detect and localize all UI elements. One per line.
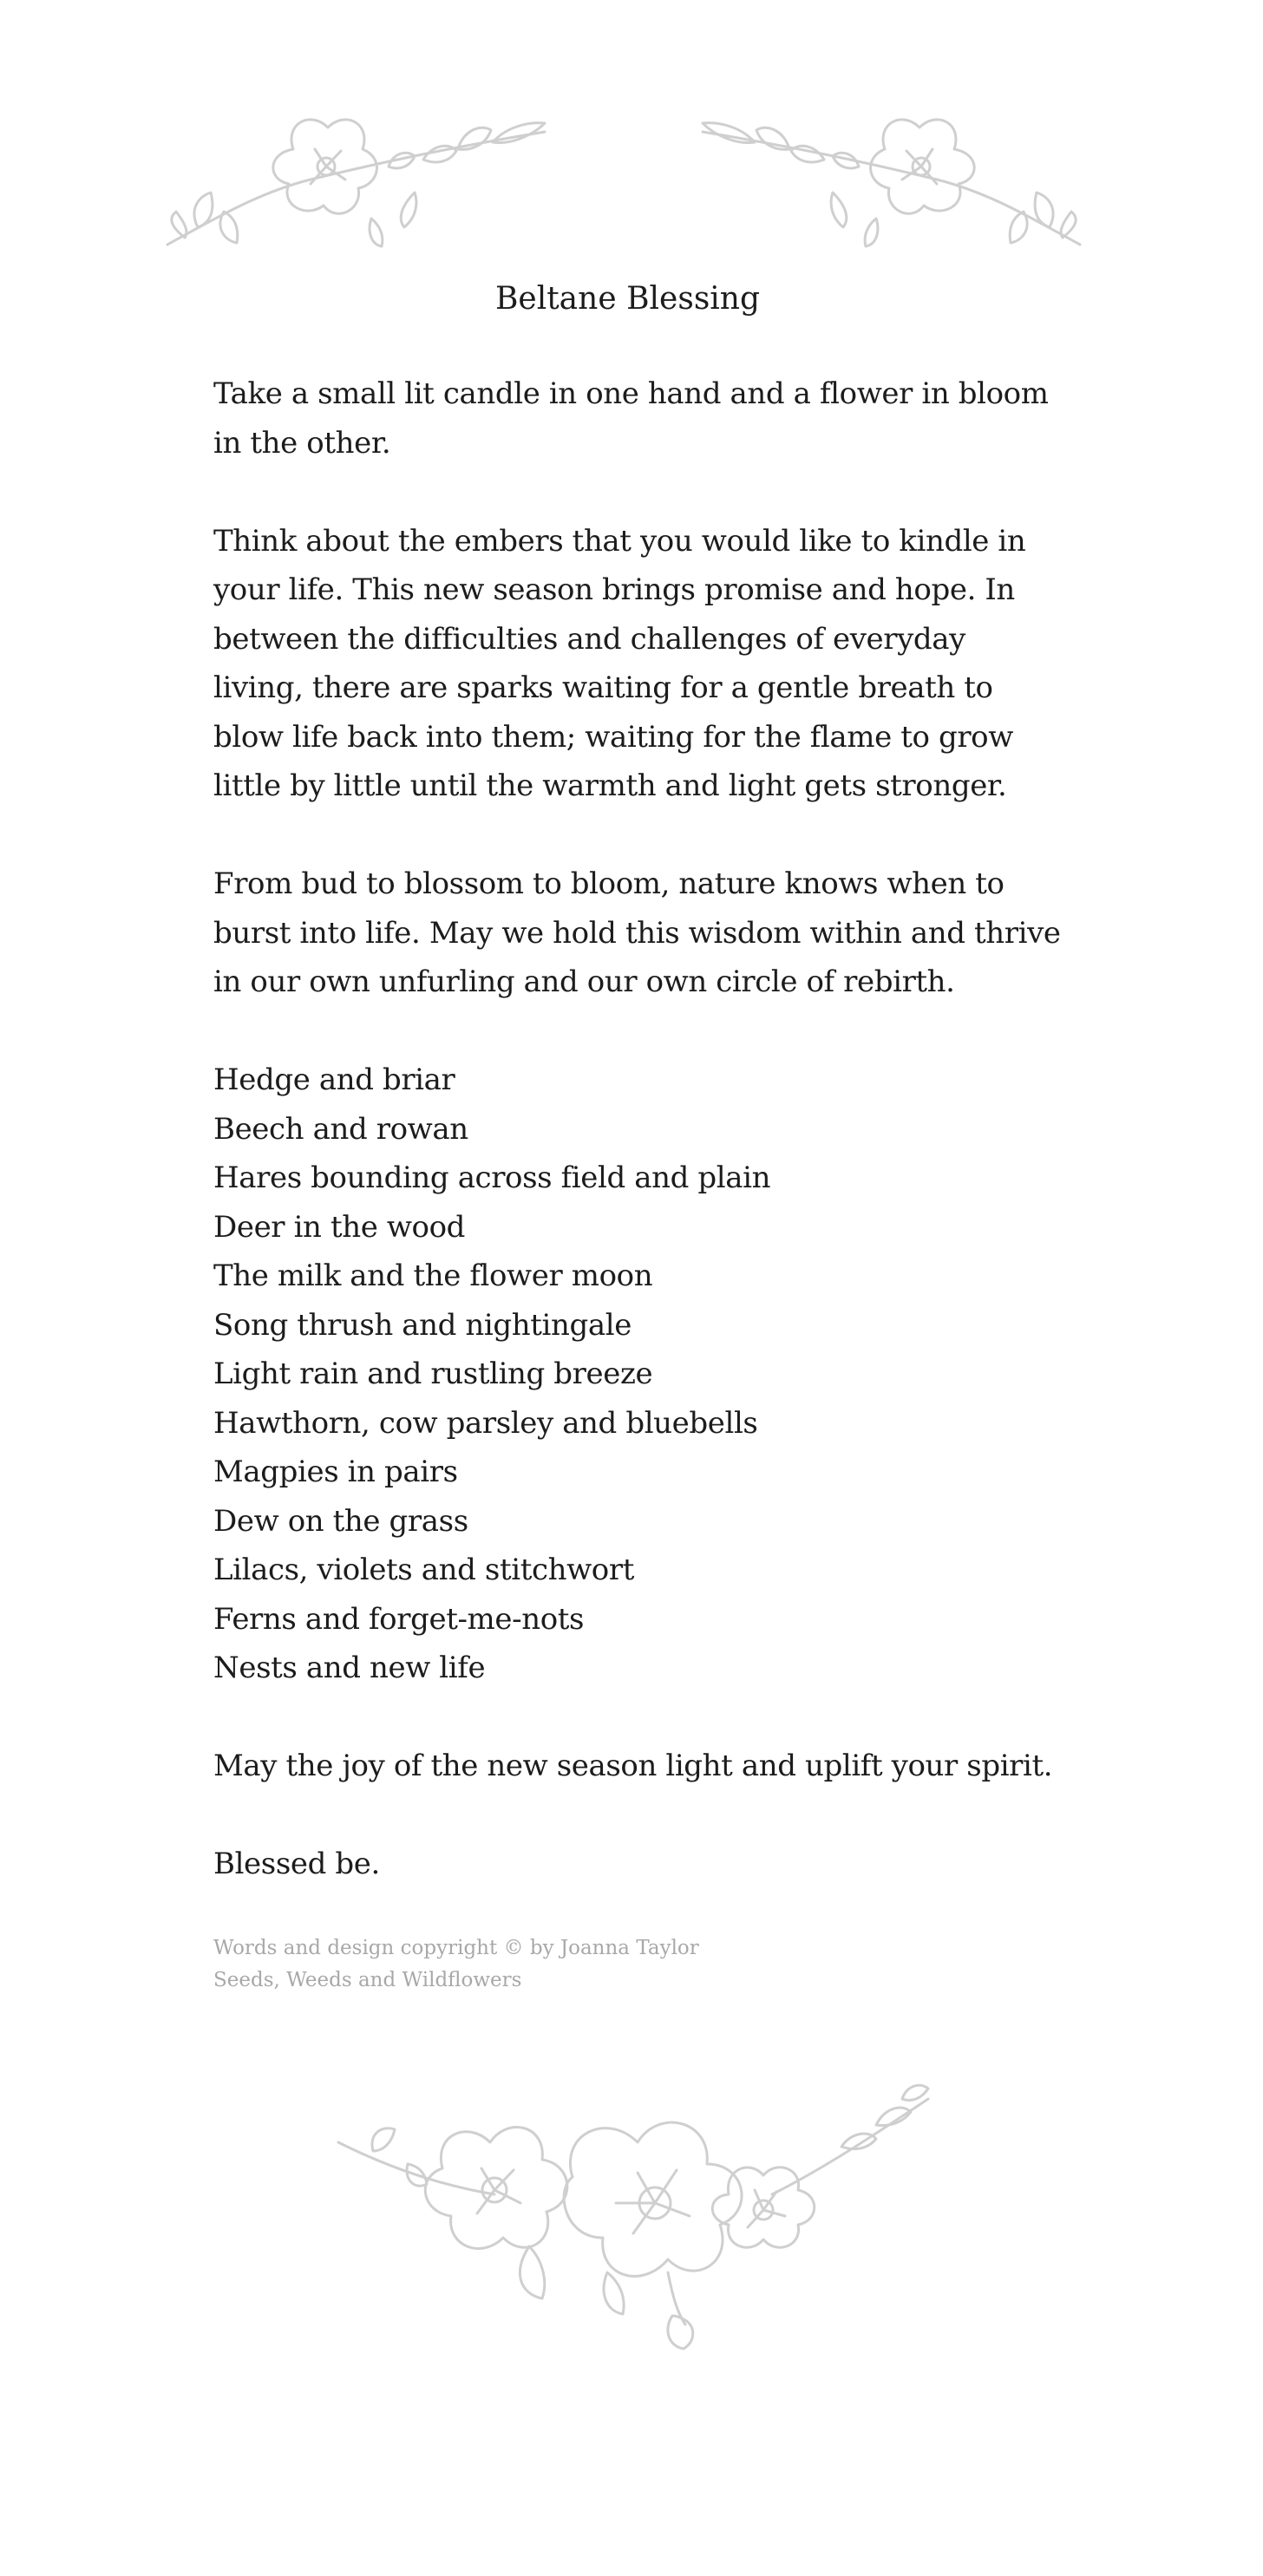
list-item: Hares bounding across field and plain <box>213 1161 771 1195</box>
blessing-document <box>213 276 1063 1997</box>
top-left-floral-icon <box>163 97 553 253</box>
site-name: Seeds, Weeds and Wildflowers <box>213 1969 522 1991</box>
list-item: Deer in the wood <box>213 1209 466 1245</box>
copyright-text: Words and design copyright © by Joanna Taylor <box>213 1937 699 1959</box>
top-right-floral-icon <box>694 97 1084 253</box>
closing-line: May the joy of the new season light and uplift your spirit. <box>213 1749 1053 1783</box>
list-item: Lilacs, violets and stitchwort <box>213 1553 634 1587</box>
list-item: Beech and rowan <box>213 1111 468 1147</box>
list-item: Light rain and rustling breeze <box>213 1357 653 1391</box>
page-title: Beltane Blessing <box>494 281 761 317</box>
list-item: Ferns and forget-me-nots <box>213 1601 585 1637</box>
paragraph-3: From bud to blossom to bloom, nature knows when to burst into life. May we hold this wisdom within and thrive in our own unfurling and our own circle of rebirth. <box>213 866 1061 999</box>
bottom-floral-icon <box>321 2073 946 2359</box>
litany-list <box>213 1056 1063 1693</box>
list-item: Nests and new life <box>213 1651 486 1685</box>
paragraph-1: Take a small lit candle in one hand and a flower in bloom in the other. <box>213 376 1049 461</box>
list-item: Song thrush and nightingale <box>213 1307 632 1343</box>
list-item: Hedge and briar <box>213 1062 455 1097</box>
list-item: The milk and the flower moon <box>213 1259 653 1293</box>
blessed-be: Blessed be. <box>213 1847 380 1881</box>
paragraph-2: Think about the embers that you would like to kindle in your life. This new season brings promise and hope. In between the difficulties and challenges of everyday living, there are sparks waiting for a gentle breath to blow life back into them; waiting for the flame to grow little by little until the warmth and light gets stronger. <box>213 523 1026 803</box>
credits <box>213 1932 1063 1997</box>
list-item: Magpies in pairs <box>213 1455 458 1489</box>
list-item: Hawthorn, cow parsley and bluebells <box>213 1405 758 1441</box>
list-item: Dew on the grass <box>213 1503 468 1539</box>
